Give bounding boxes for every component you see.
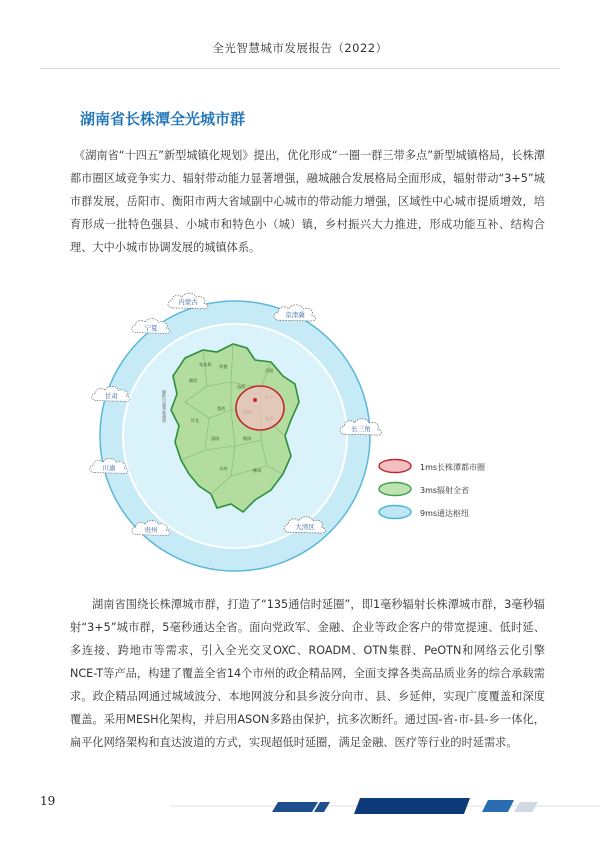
svg-text:川渝: 川渝 <box>102 464 116 472</box>
svg-text:9ms通达枢纽: 9ms通达枢纽 <box>420 509 470 518</box>
svg-text:甘肃: 甘肃 <box>104 392 118 400</box>
svg-text:3ms辐射全省: 3ms辐射全省 <box>420 486 470 495</box>
city-shaoyang: 邵阳 <box>211 436 220 441</box>
city-zhangjiajie: 张家界 <box>199 362 212 367</box>
corridor-note: 湘黔川渝鄂桂通道 <box>162 390 168 423</box>
city-xiangxi: 湘西 <box>189 378 198 383</box>
header-divider <box>40 68 560 69</box>
svg-text:大湾区: 大湾区 <box>295 523 315 531</box>
city-chenzhou: 郴州 <box>253 468 262 473</box>
svg-text:内蒙古: 内蒙古 <box>178 298 198 306</box>
footer-decoration <box>170 792 600 822</box>
section-title: 湖南省长株潭全光城市群 <box>80 110 246 128</box>
city-yongzhou: 永州 <box>219 466 228 471</box>
city-yiyang: 益阳 <box>237 384 246 389</box>
svg-text:宁夏: 宁夏 <box>144 324 158 332</box>
cloud-neimenggu <box>168 293 208 309</box>
legend-item-3ms <box>379 483 469 496</box>
body-paragraph: 湖南省围绕长株潭城市群，打造了“135通信时延圈”，即1毫秒辐射长株潭城市群，3毫秒辐射“3+5”城市群，5毫秒通达全省。面向党政军、金融、企业等政企客户的带宽提速、低时延、多连接、跨地市等需求，引入全光交叉OXC、ROADM、OTN集群、PeOTN和网络云化引擎NCE-T等产品，构建了覆盖全省14个市州的政企精品网，全面支撑各类高品质业务的综合承载需求。政企精品网通过城域波分、本地网波分和县乡波分向市、县、乡延伸，实现广度覆盖和深度覆盖。采用MESH化架构，并启用ASON多路由保护，抗多次断纤。通过国-省-市-县-乡一体化，扁平化网络架构和直达波道的方式，实现超低时延圈，满足金融、医疗等行业的时延需求。 <box>70 598 545 749</box>
map-legend <box>379 460 485 519</box>
latency-circle-map <box>85 290 525 580</box>
city-loudi: 娄底 <box>217 406 226 411</box>
running-header: 全光智慧城市发展报告（2022） <box>212 41 388 55</box>
cloud-jingjinji <box>274 305 316 321</box>
changsha-marker <box>253 398 257 402</box>
svg-text:长三角: 长三角 <box>351 425 371 433</box>
legend-item-9ms <box>379 506 469 519</box>
svg-text:1ms长株潭都市圈: 1ms长株潭都市圈 <box>420 463 486 472</box>
city-huaihua: 怀化 <box>191 418 200 423</box>
svg-text:贵州: 贵州 <box>144 526 158 534</box>
legend-item-1ms <box>379 460 485 473</box>
city-hengyang: 衡阳 <box>243 436 252 441</box>
ring-1ms <box>236 386 284 430</box>
page-number: 19 <box>40 794 56 808</box>
city-yueyang: 岳阳 <box>265 368 274 373</box>
svg-text:京津冀: 京津冀 <box>285 311 305 319</box>
city-changde: 常德 <box>219 364 228 369</box>
intro-paragraph: 《湖南省“十四五”新型城镇化规划》提出，优化形成“一圈一群三带多点”新型城镇格局，长株潭都市圈区域竞争实力、辐射带动能力显著增强，融城融合发展格局全面形成，辐射带动“3+5”城市群发展，岳阳市、衡阳市两大省域副中心城市的带动能力增强，区域性中心城市提质增效，培育形成一批特色强县、小城市和特色小（城）镇，乡村振兴大力推进，形成功能互补、结构合理、大中小城市协调发展的城镇体系。 <box>70 149 545 254</box>
